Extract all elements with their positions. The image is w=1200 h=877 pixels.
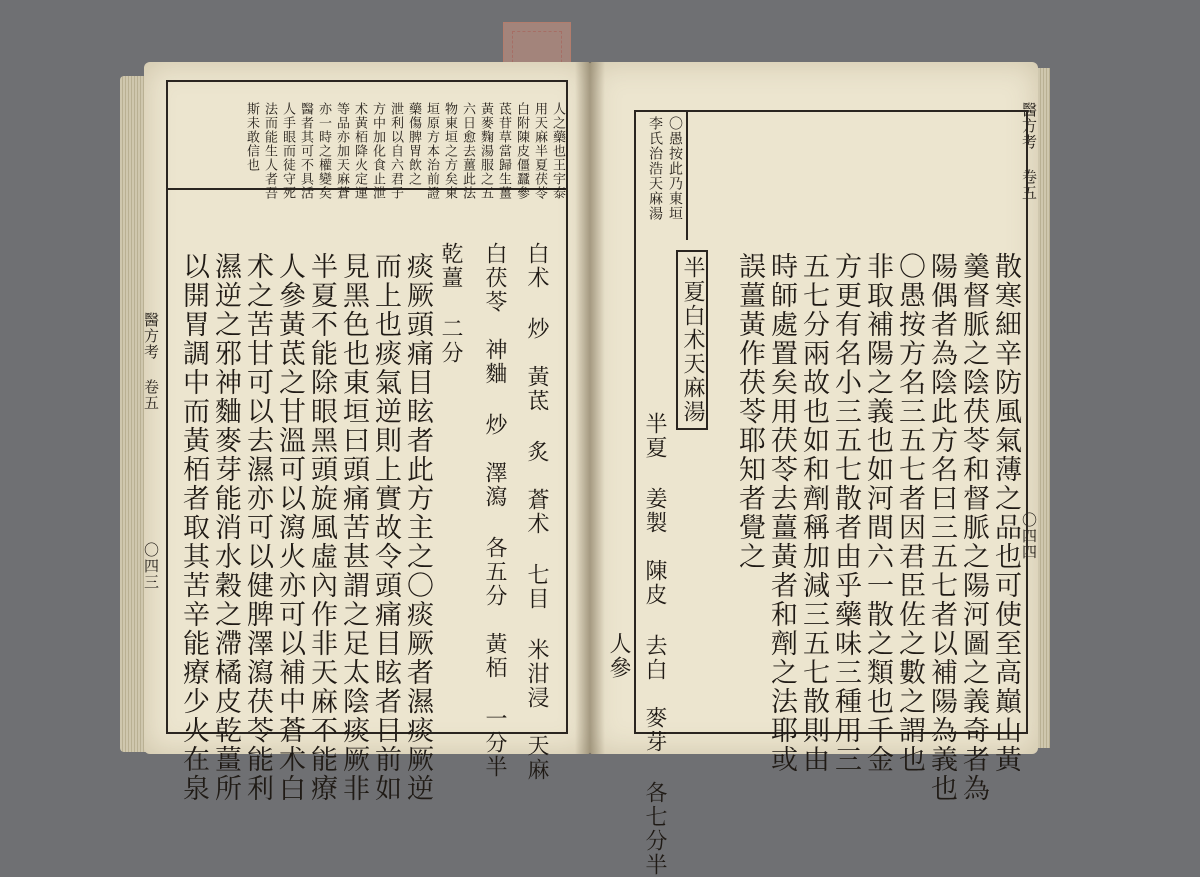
right-commentary-line: 陽偶者為陰此方名曰三五七者以補陽為義也 [926,252,957,803]
left-commentary-line: 术之苦甘可以去濕亦可以健脾澤瀉茯苓能利 [242,252,273,803]
left-margin-label: 醫方考 卷五 [142,312,160,411]
note-line: 术黃栢降火定運 [352,102,367,200]
right-commentary-line: 〇愚按方名三五七者因君臣佐之數之謂也 [894,252,925,774]
right-commentary-line: 誤薑黃作茯苓耶知者覺之 [734,252,765,571]
book-gutter [575,62,605,754]
formula-title-box [676,250,708,430]
left-formula-line-2: 白茯苓 神麯 炒 澤瀉 各五分 黃栢 一分半 [482,242,507,779]
right-commentary-line: 時師處置矣用茯苓去薑黃者和劑之法耶或 [766,252,797,774]
left-commentary-line: 痰厥頭痛目眩者此方主之〇痰厥者濕痰厥逆 [402,252,433,803]
left-formula-line-3: 乾薑 二分 [438,242,463,365]
left-commentary-line: 人參黃茋之甘溫可以瀉火亦可以補中蒼术白 [274,252,305,803]
right-commentary-line: 方更有名小三五七散者由乎藥味三種用三 [830,252,861,774]
note-line: 六日愈去薑此法 [460,102,475,200]
page-edges-right [1038,68,1050,748]
note-line: 白附陳皮僵蠶參 [514,102,529,200]
note-line: 李氏治浩天麻湯 [647,116,663,221]
left-page [142,62,590,803]
left-formula-line-1: 白术 炒 黃茋 炙 蒼术 七目 米泔浸 天麻 [524,242,549,782]
right-page [590,62,1038,877]
right-commentary-line: 散寒細辛防風氣薄之品也可使至高巔山黃 [990,252,1021,774]
left-commentary-line: 以開胃調中而黃栢者取其苦辛能療少火在泉 [178,252,209,803]
right-commentary-line: 羹督脈之陰茯苓和督脈之陽河圖之義奇者為 [958,252,989,803]
left-commentary-line: 濕逆之邪神麯麥芽能消水穀之滯橘皮乾薑所 [210,252,241,803]
right-page-frame [606,110,1028,877]
note-line: 藥傷脾胃飲之 [406,102,421,186]
note-line: 黃麥麴湯服之五 [478,102,493,200]
left-page-frame [166,80,568,803]
left-folio: 〇四三 [142,542,160,590]
left-commentary-line: 半夏不能除眼黑頭旋風虛內作非天麻不能療 [306,252,337,803]
right-folio: 〇四四 [1020,512,1038,560]
note-line: 物東垣之方矣東 [442,102,457,200]
note-line: 醫者其可不具活 [298,102,313,200]
note-line: 方中加化食止泄 [370,102,385,200]
right-margin-label: 醫方考 卷五 [1020,102,1038,201]
note-line: 亦一時之權變矣 [316,102,331,200]
left-upper-note [168,100,568,200]
right-formula-line-2: 人參 [606,632,631,680]
note-line: 茋苷草當歸生薑 [496,102,511,200]
note-line: 垣原方本治前證 [424,102,439,200]
note-line: 用天麻半夏茯苓 [532,102,547,200]
note-line: 等品亦加天麻蒼 [334,102,349,200]
right-commentary-line: 五七分兩故也如和劑稱加減三五七散則由 [798,252,829,774]
open-book [120,62,1050,877]
note-line: 人之藥也王宇泰 [550,102,565,200]
right-commentary-line: 非取補陽之義也如河間六一散之類也千金 [862,252,893,774]
note-line: 〇愚按此乃東垣 [667,116,683,221]
note-line: 人手眼而徒守死 [280,102,295,200]
note-line: 法而能生人者吾 [262,102,277,200]
left-commentary-line: 而上也痰氣逆則上實故令頭痛目眩者目前如 [370,252,401,803]
formula-title: 半夏白术天麻湯 [680,256,705,424]
note-line: 泄利以自六君子 [388,102,403,200]
note-line: 斯未敢信也 [244,102,259,172]
right-formula-line-1: 半夏 姜製 陳皮 去白 麥芽 各七分半 [642,412,667,877]
left-commentary-line: 見黑色也東垣曰頭痛苦甚謂之足太陰痰厥非 [338,252,369,803]
